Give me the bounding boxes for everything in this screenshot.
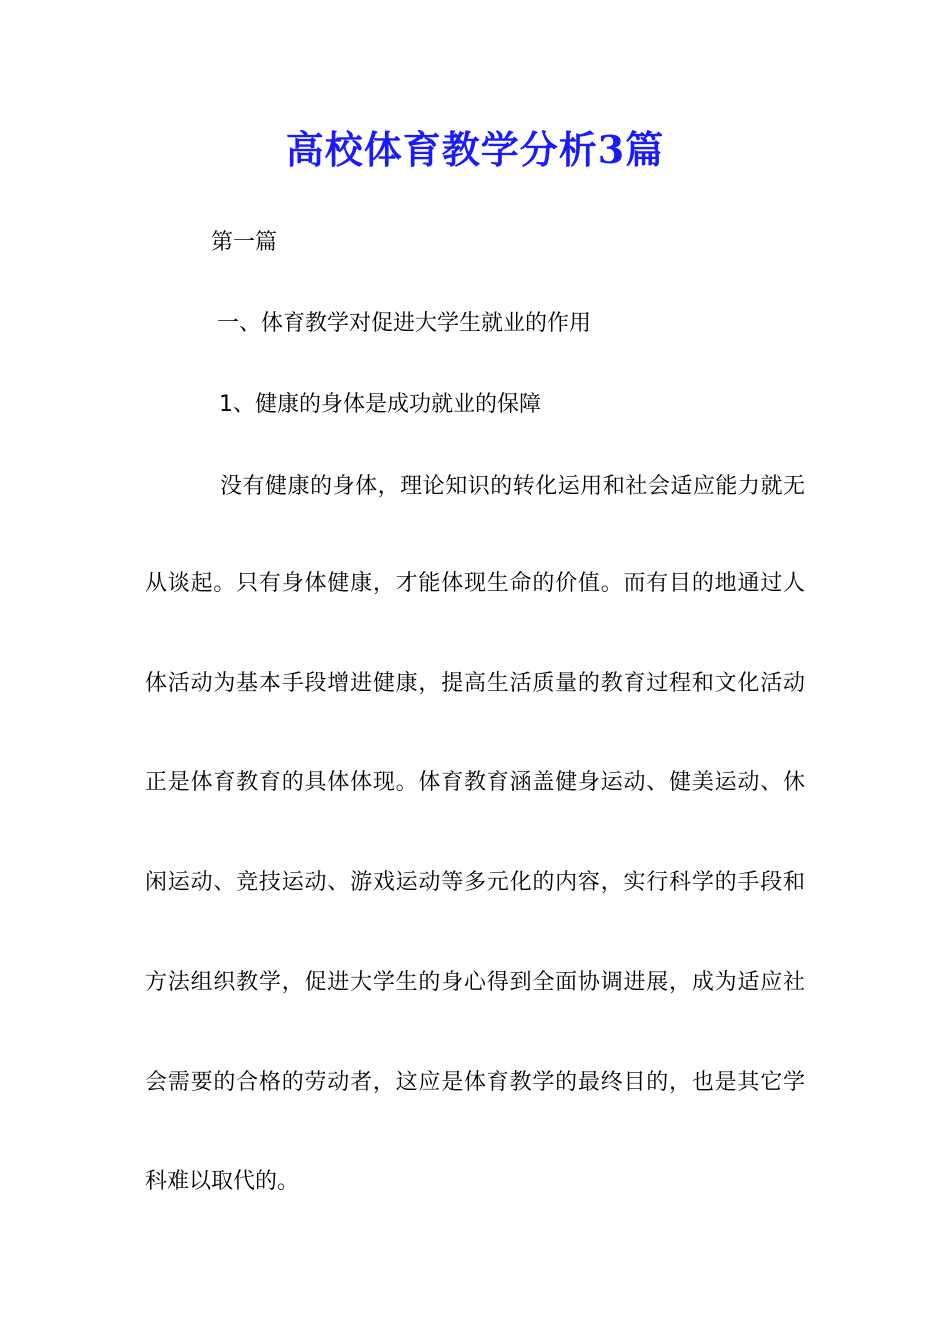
- subsection-heading: 1、健康的身体是成功就业的保障: [219, 392, 541, 417]
- paragraph-line: 闲运动、竞技运动、游戏运动等多元化的内容，实行科学的手段和: [145, 870, 805, 895]
- paragraph-line: 会需要的合格的劳动者，这应是体育教学的最终目的，也是其它学: [145, 1070, 805, 1095]
- paragraph-line: 从谈起。只有身体健康，才能体现生命的价值。而有目的地通过人: [145, 571, 805, 596]
- paragraph-line: 正是体育教育的具体体现。体育教育涵盖健身运动、健美运动、休: [145, 770, 805, 795]
- section-heading: 一、体育教学对促进大学生就业的作用: [217, 311, 592, 336]
- paragraph-line: 科难以取代的。: [145, 1169, 300, 1194]
- document-title: 高校体育教学分析3篇: [285, 127, 665, 172]
- paragraph-line: 方法组织教学，促进大学生的身心得到全面协调进展，成为适应社: [145, 970, 805, 995]
- paragraph-line: 没有健康的身体，理论知识的转化运用和社会适应能力就无: [220, 474, 805, 499]
- section-label: 第一篇: [211, 230, 278, 255]
- paragraph-line: 体活动为基本手段增进健康，提高生活质量的教育过程和文化活动: [145, 671, 805, 696]
